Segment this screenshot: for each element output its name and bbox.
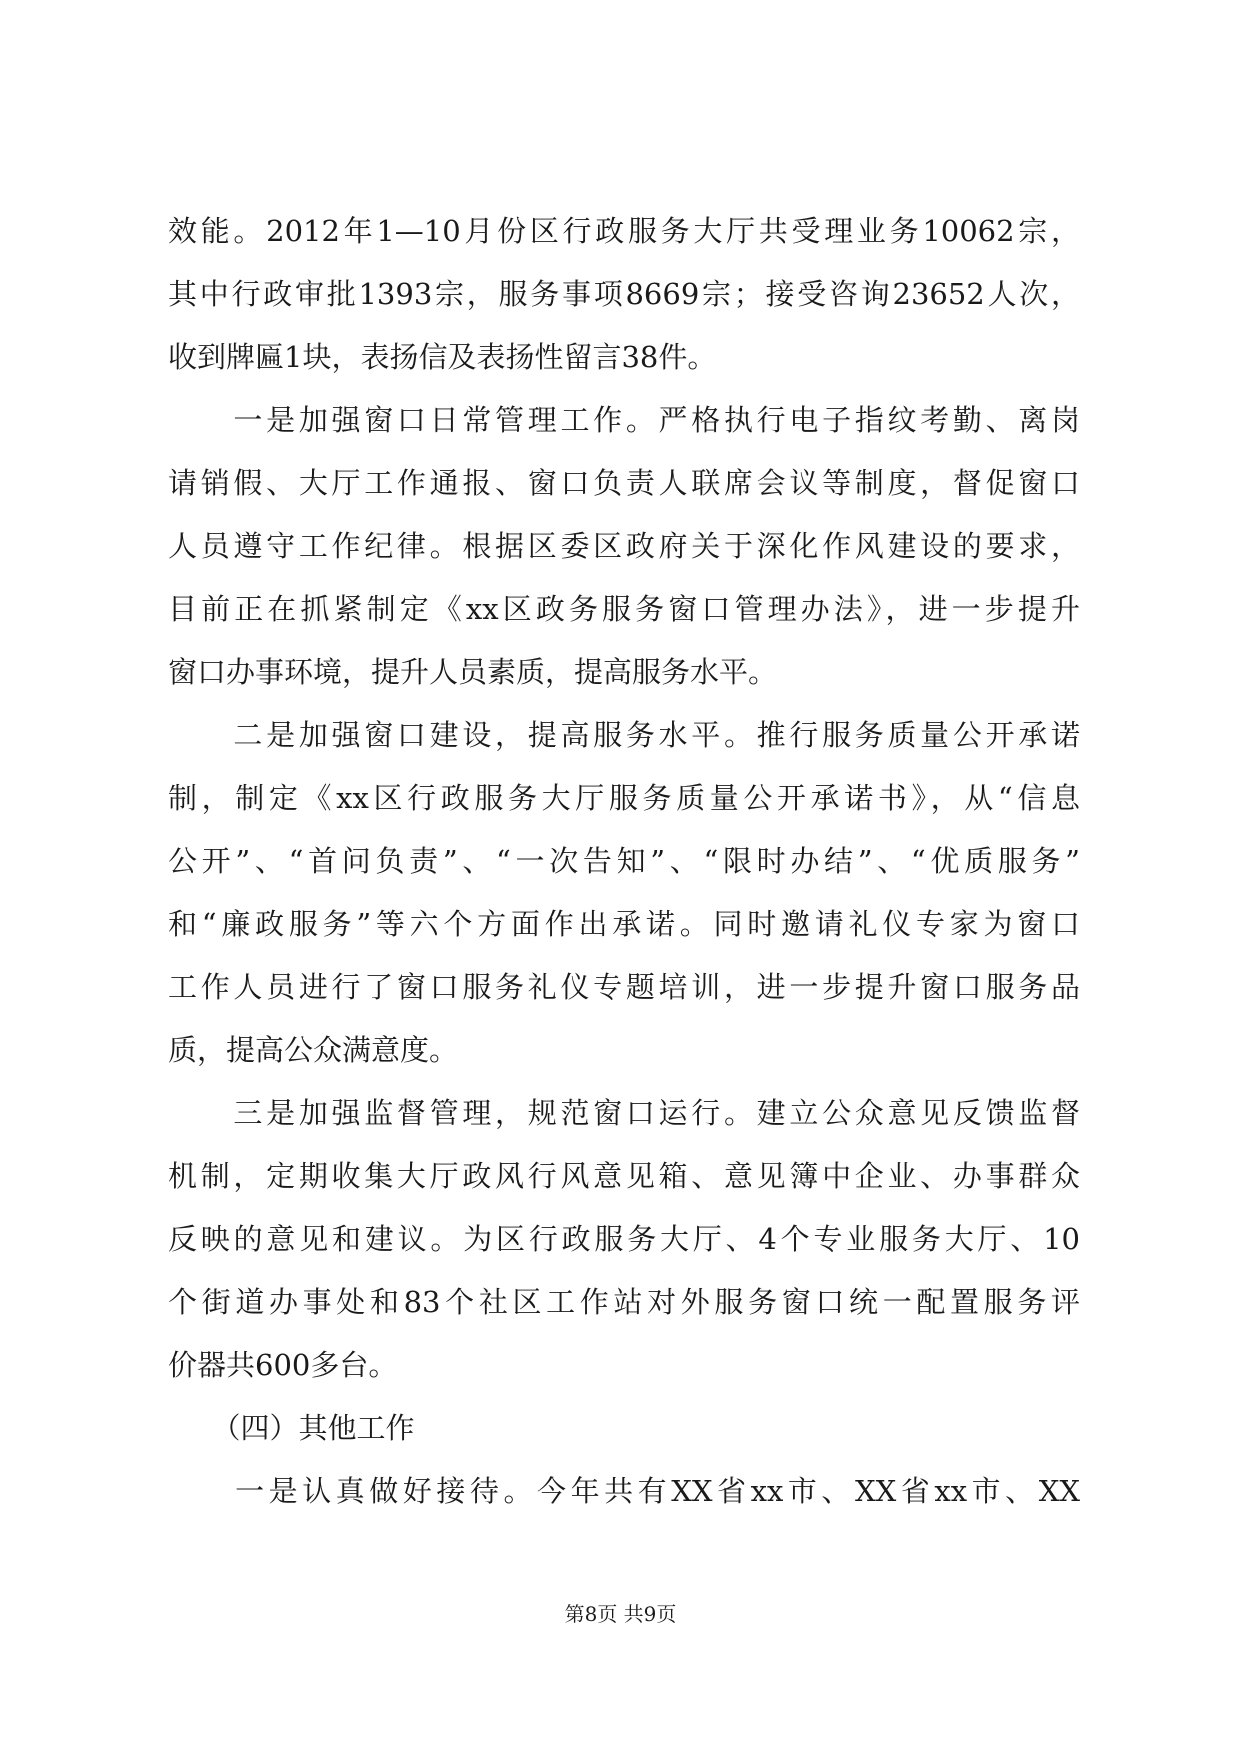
text-line: 效能。2012年1—10月份区行政服务大厅共受理业务10062宗， — [168, 214, 1080, 248]
text-line: 个街道办事处和83个社区工作站对外服务窗口统一配置服务评 — [168, 1285, 1080, 1319]
text-line: 收到牌匾1块，表扬信及表扬性留言38件。 — [168, 340, 717, 374]
text-line: 一是认真做好接待。今年共有XX省xx市、XX省xx市、XX — [168, 1474, 1080, 1508]
text-line: 人员遵守工作纪律。根据区委区政府关于深化作风建设的要求， — [168, 529, 1080, 563]
text-line: 三是加强监督管理，规范窗口运行。建立公众意见反馈监督 — [168, 1096, 1080, 1130]
text-line: 制，制定《xx区行政服务大厅服务质量公开承诺书》，从“信息 — [168, 781, 1080, 815]
body-text — [168, 200, 1080, 1523]
text-line: 其中行政审批1393宗，服务事项8669宗；接受咨询23652人次， — [168, 277, 1080, 311]
text-line: 价器共600多台。 — [168, 1348, 398, 1382]
text-line: 目前正在抓紧制定《xx区政务服务窗口管理办法》，进一步提升 — [168, 592, 1080, 626]
text-line: 机制，定期收集大厅政风行风意见箱、意见簿中企业、办事群众 — [168, 1159, 1080, 1193]
text-line: 公开”、“首问负责”、“一次告知”、“限时办结”、“优质服务” — [168, 844, 1080, 878]
section-heading: （四）其他工作 — [168, 1411, 415, 1445]
text-line: 请销假、大厅工作通报、窗口负责人联席会议等制度，督促窗口 — [168, 466, 1080, 500]
text-line: 和“廉政服务”等六个方面作出承诺。同时邀请礼仪专家为窗口 — [168, 907, 1080, 941]
text-line: 一是加强窗口日常管理工作。严格执行电子指纹考勤、离岗 — [168, 403, 1080, 437]
text-line: 工作人员进行了窗口服务礼仪专题培训，进一步提升窗口服务品 — [168, 970, 1080, 1004]
text-line: 窗口办事环境，提升人员素质，提高服务水平。 — [168, 655, 778, 689]
text-line: 质，提高公众满意度。 — [168, 1033, 459, 1067]
text-line: 二是加强窗口建设，提高服务水平。推行服务质量公开承诺 — [168, 718, 1080, 752]
page-number: 第8页 共9页 — [564, 1602, 677, 1626]
text-line: 反映的意见和建议。为区行政服务大厅、4个专业服务大厅、10 — [168, 1222, 1080, 1256]
